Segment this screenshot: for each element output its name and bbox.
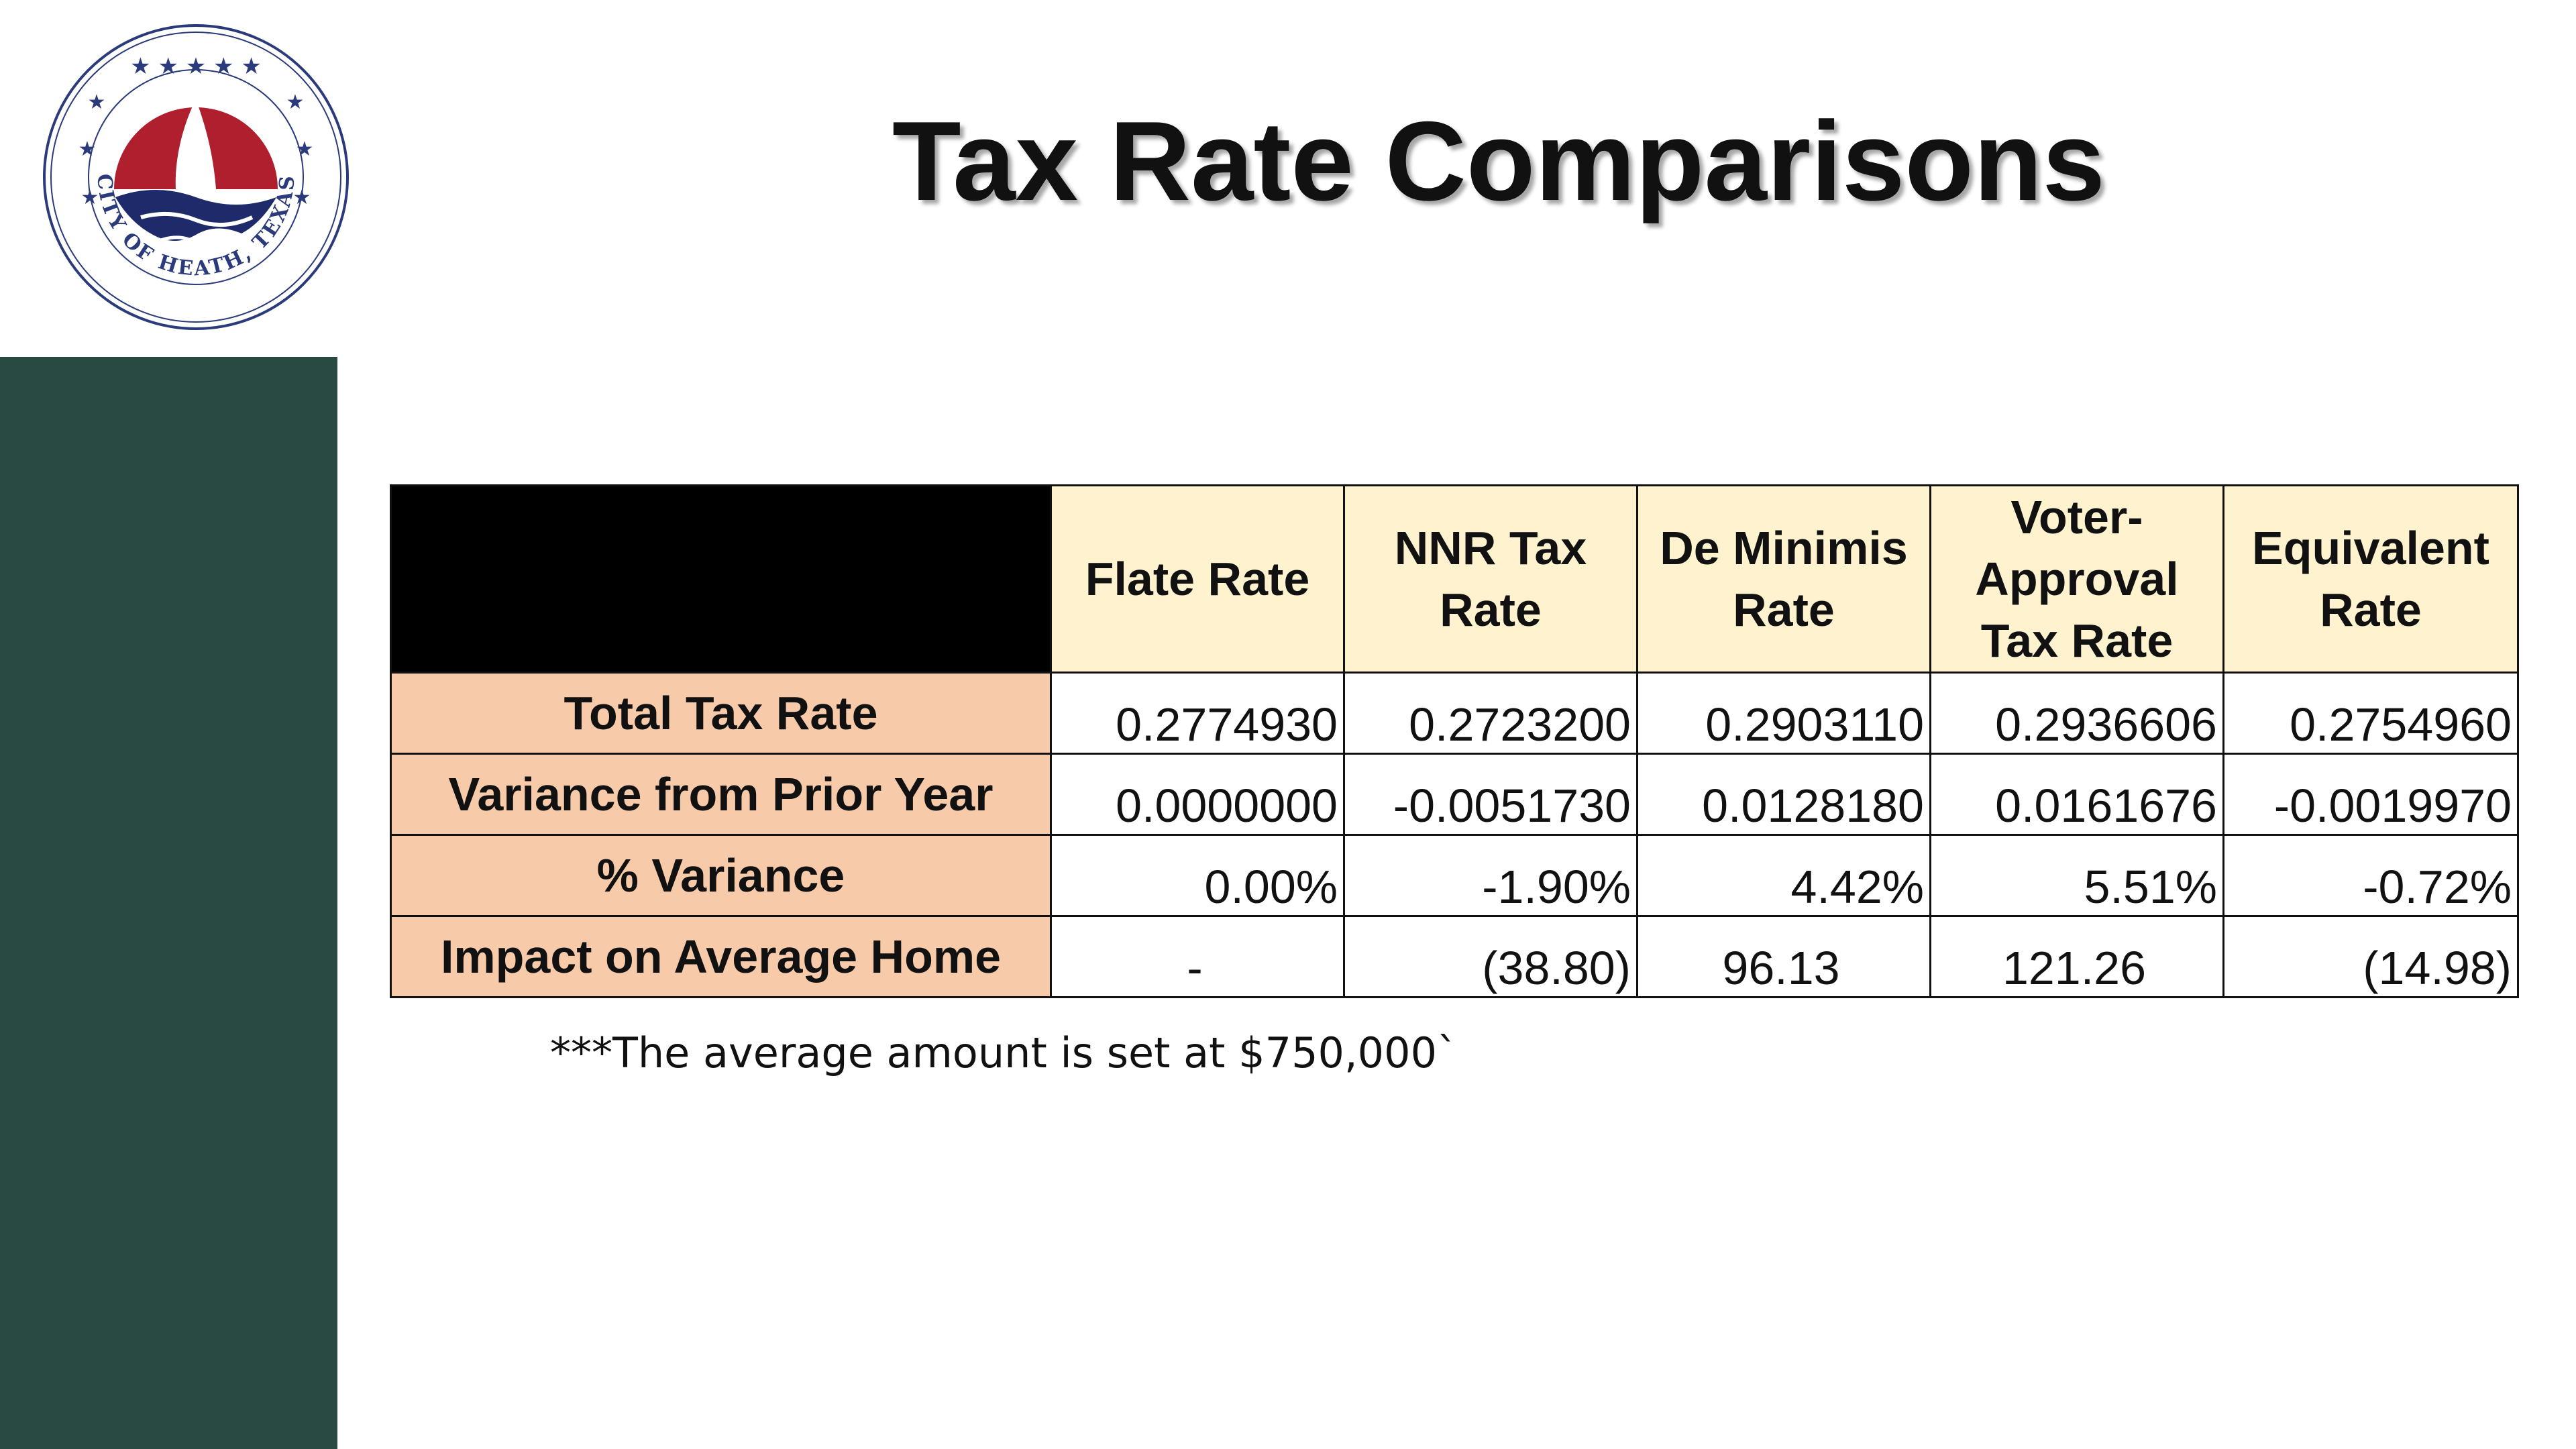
row-label: Impact on Average Home — [391, 916, 1051, 998]
table-cell: 0.2723200 — [1344, 673, 1638, 754]
table-cell: 0.2754960 — [2224, 673, 2518, 754]
table-cell: -0.72% — [2224, 835, 2518, 916]
table-cell: 0.0000000 — [1051, 754, 1344, 835]
sidebar-panel — [0, 357, 337, 1449]
table-header-row — [391, 486, 2518, 673]
column-header: De Minimis Rate — [1638, 486, 1931, 673]
table-corner-cell — [391, 486, 1051, 673]
svg-text:CITY OF HEATH, TEXAS: CITY OF HEATH, TEXAS — [92, 173, 300, 281]
table-row — [391, 754, 2518, 835]
table-cell: 0.0161676 — [1931, 754, 2224, 835]
table-cell: (38.80) — [1344, 916, 1638, 998]
table-cell: 0.2936606 — [1931, 673, 2224, 754]
table-cell: 0.0128180 — [1638, 754, 1931, 835]
row-label: Total Tax Rate — [391, 673, 1051, 754]
table-cell: 121.26 — [1931, 916, 2224, 998]
table-cell: 5.51% — [1931, 835, 2224, 916]
column-header: Equivalent Rate — [2224, 486, 2518, 673]
table-row — [391, 835, 2518, 916]
table-cell: (14.98) — [2224, 916, 2518, 998]
column-header: Voter-Approval Tax Rate — [1931, 486, 2224, 673]
table-row — [391, 673, 2518, 754]
table-cell: -0.0051730 — [1344, 754, 1638, 835]
row-label: Variance from Prior Year — [391, 754, 1051, 835]
table-cell: 96.13 — [1638, 916, 1931, 998]
svg-text:★ ★ ★ ★ ★: ★ ★ ★ ★ ★ — [130, 53, 262, 80]
row-label: % Variance — [391, 835, 1051, 916]
table-row — [391, 916, 2518, 998]
tax-rate-table — [390, 484, 2519, 998]
table-cell: 4.42% — [1638, 835, 1931, 916]
city-seal-icon — [40, 21, 352, 333]
page-title: Tax Rate Comparisons — [892, 98, 2106, 224]
svg-text:★: ★ — [78, 138, 97, 161]
svg-text:★: ★ — [292, 186, 311, 209]
svg-text:★: ★ — [295, 138, 314, 161]
svg-text:★: ★ — [87, 91, 106, 114]
svg-text:★: ★ — [80, 186, 99, 209]
column-header: Flate Rate — [1051, 486, 1344, 673]
table-cell: - — [1051, 916, 1344, 998]
column-header: NNR Tax Rate — [1344, 486, 1638, 673]
table-cell: 0.2774930 — [1051, 673, 1344, 754]
table-cell: -1.90% — [1344, 835, 1638, 916]
table-cell: -0.0019970 — [2224, 754, 2518, 835]
svg-text:★: ★ — [286, 91, 305, 114]
table-cell: 0.00% — [1051, 835, 1344, 916]
table-cell: 0.2903110 — [1638, 673, 1931, 754]
footnote: ***The average amount is set at $750,000` — [550, 1028, 1458, 1077]
